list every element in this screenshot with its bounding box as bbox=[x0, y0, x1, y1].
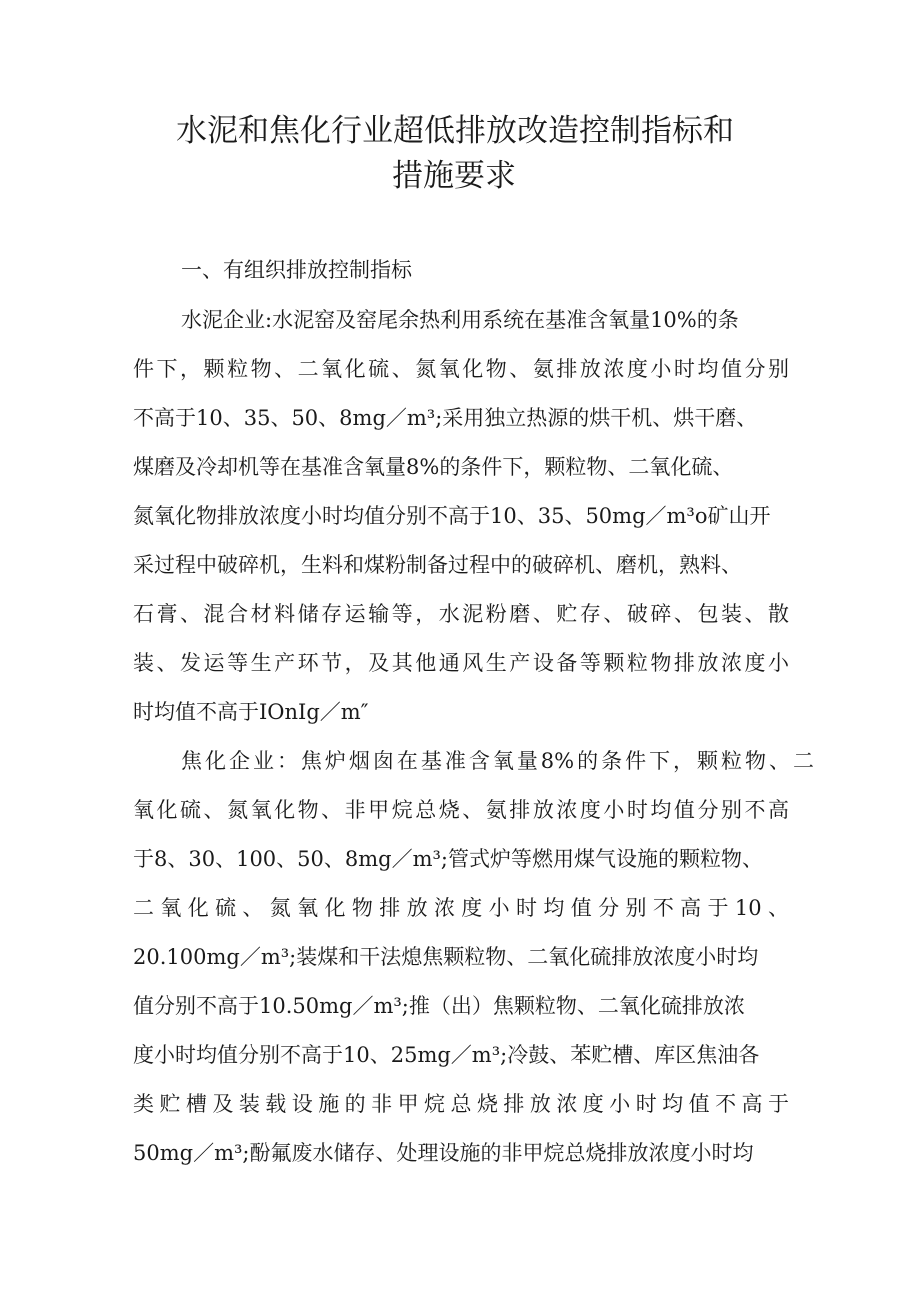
text-line: 二氧化硫、氮氧化物排放浓度小时均值分别不高于10、 bbox=[133, 896, 789, 920]
text-line: 水泥企业:水泥窑及窑尾余热利用系统在基准含氧量10%的条 bbox=[181, 308, 739, 332]
document-title-line-2: 措施要求 bbox=[392, 158, 516, 194]
text-line: 煤磨及冷却机等在基准含氧量8%的条件下，颗粒物、二氧化硫、 bbox=[133, 455, 734, 479]
text-line: 采过程中破碎机，生料和煤粉制备过程中的破碎机、磨机，熟料、 bbox=[133, 553, 742, 577]
text-line: 20.100mg／m³;装煤和干法熄焦颗粒物、二氧化硫排放浓度小时均 bbox=[133, 945, 759, 969]
text-line: 50mg／m³;酚氟废水储存、处理设施的非甲烷总烧排放浓度小时均 bbox=[133, 1141, 754, 1165]
document-title-line-1: 水泥和焦化行业超低排放改造控制指标和 bbox=[176, 113, 734, 149]
text-line: 不高于10、35、50、8mg／m³;采用独立热源的烘干机、烘干磨、 bbox=[133, 406, 758, 430]
text-line: 焦化企业：焦炉烟囱在基准含氧量8%的条件下，颗粒物、二 bbox=[181, 749, 814, 773]
text-line: 时均值不高于IOnIg／m″ bbox=[133, 700, 369, 724]
text-line: 氧化硫、氮氧化物、非甲烷总烧、氨排放浓度小时均值分别不高 bbox=[133, 798, 789, 822]
text-line: 装、发运等生产环节，及其他通风生产设备等颗粒物排放浓度小 bbox=[133, 651, 789, 675]
text-line: 于8、30、100、50、8mg／m³;管式炉等燃用煤气设施的颗粒物、 bbox=[133, 847, 764, 871]
text-line: 氮氧化物排放浓度小时均值分别不高于10、35、50mg／m³o矿山开 bbox=[133, 504, 771, 528]
text-line: 石膏、混合材料储存运输等，水泥粉磨、贮存、破碎、包装、散 bbox=[133, 602, 789, 626]
text-line: 件下，颗粒物、二氧化硫、氮氧化物、氨排放浓度小时均值分别 bbox=[133, 357, 789, 381]
text-line: 类贮槽及装载设施的非甲烷总烧排放浓度小时均值不高于 bbox=[133, 1092, 789, 1116]
section-heading: 一、有组织排放控制指标 bbox=[181, 258, 412, 282]
text-line: 度小时均值分别不高于10、25mg／m³;冷鼓、苯贮槽、库区焦油各 bbox=[133, 1043, 760, 1067]
text-line: 值分别不高于10.50mg／m³;推（出）焦颗粒物、二氧化硫排放浓 bbox=[133, 994, 745, 1018]
